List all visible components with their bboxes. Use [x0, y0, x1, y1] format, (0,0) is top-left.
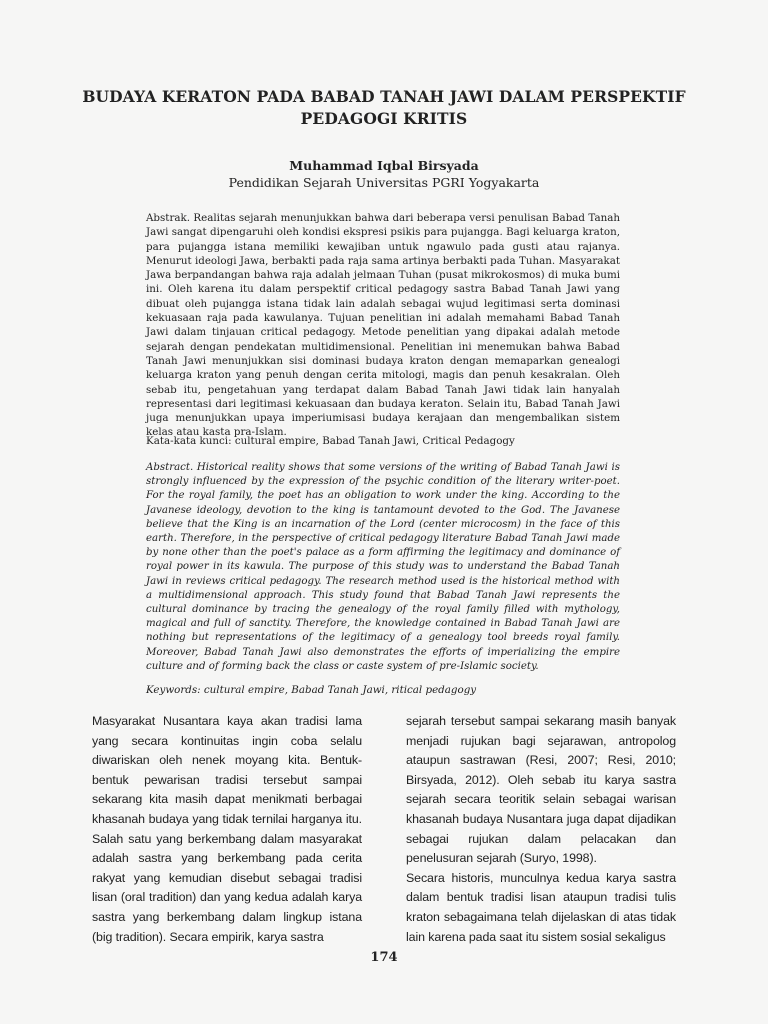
author-affiliation: Pendidikan Sejarah Universitas PGRI Yogyakarta	[228, 175, 540, 190]
body-paragraph: Secara historis, munculnya kedua karya sastra dalam bentuk tradisi lisan ataupun tradisi tulis kraton sebagaimana telah dijelaskan di atas tidak lain karena pada saat itu sistem sosial sekaligus	[406, 870, 676, 944]
abstract-english: Abstract. Historical reality shows that some versions of the writing of Babad Tanah Jawi is strongly influenced by the expression of the psychic condition of the literary writer-poet. For the royal family, the poet has an obligation to work under the king. According to the Javanese ideology, devotion to the king is tantamount devoted to the God. The Javanese believe that the King is an incarnation of the Lord (center microcosm) in the face of this earth. Therefore, in the perspective of critical pedagogy literature Babad Tanah Jawi made by none other than the poet's palace as a form affirming the legitimacy and dominance of royal power in its kawula. The purpose of this study was to understand the Babad Tanah Jawi in reviews critical pedagogy. The research method used is the historical method with a multidimensional approach. This study found that Babad Tanah Jawi represents the cultural dominance by tracing the genealogy of the royal family filled with mythology, magical and full of sanctity. Therefore, the knowledge contained in Babad Tanah Jawi are nothing but representations of the legitimacy of a genealogy tool breeds royal family. Moreover, Babad Tanah Jawi also demonstrates the efforts of imperializing the empire culture and of forming back the class or caste system of pre-Islamic society.	[146, 462, 620, 672]
abstract-indonesian: Abstrak. Realitas sejarah menunjukkan bahwa dari beberapa versi penulisan Babad Tanah Jawi sangat dipengaruhi oleh kondisi ekspresi psikis para pujangga. Bagi keluarga kraton, para pujangga istana memiliki kewajiban untuk ngawulo pada gusti atau rajanya. Menurut ideologi Jawa, berbakti pada raja sama artinya berbakti pada Tuhan. Masyarakat Jawa berpandangan bahwa raja adalah jelmaan Tuhan (pusat mikrokosmos) di muka bumi ini. Oleh karena itu dalam perspektif critical pedagogy sastra Babad Tanah Jawi yang dibuat oleh pujangga istana tidak lain adalah sebagai wujud legitimasi serta dominasi kekuasaan raja pada kawulanya. Tujuan penelitian ini adalah memahami Babad Tanah Jawi dalam tinjauan critical pedagogy. Metode penelitian yang dipakai adalah metode sejarah dengan pendekatan multidimensional. Penelitian ini menemukan bahwa Babad Tanah Jawi menunjukkan sisi dominasi budaya kraton dengan memaparkan genealogi keluarga kraton yang penuh dengan cerita mitologi, magis dan penuh kesakralan. Oleh sebab itu, pengetahuan yang terdapat dalam Babad Tanah Jawi tidak lain hanyalah representasi dari legitimasi kekuasaan dan budaya keraton. Selain itu, Babad Tanah Jawi juga menunjukkan upaya imperiumisasi budaya kerajaan dan mengembalikan sistem kelas atau kasta pra-Islam.	[146, 212, 620, 439]
keywords-indonesian: Kata-kata kunci: cultural empire, Babad Tanah Jawi, Critical Pedagogy	[146, 435, 515, 447]
title-line-2: PEDAGOGI KRITIS	[300, 109, 468, 128]
body-paragraph: Masyarakat Nusantara kaya akan tradisi lama yang secara kontinuitas ingin coba selalu diwariskan oleh nenek moyang kita. Bentuk-bentuk pewarisan tradisi tersebut sampai sekarang kita masih dapat menikmati berbagai khasanah budaya yang tidak ternilai harganya itu. Salah satu yang berkembang dalam masyarakat adalah sastra yang berkembang pada cerita rakyat yang kemudian disebut sebagai tradisi lisan (oral tradition) dan yang kedua adalah karya sastra yang berkembang dalam lingkup istana (big tradition). Secara empirik, karya sastra	[92, 714, 362, 944]
body-paragraph: sejarah tersebut sampai sekarang masih banyak menjadi rujukan bagi sejarawan, antropolog ataupun sastrawan (Resi, 2007; Resi, 2010; Birsyada, 2012). Oleh sebab itu karya sastra sejarah secara teoritik selain sebagai warisan khasanah budaya Nusantara juga dapat dijadikan sebagai rujukan dalam pelacakan dan penelusuran sejarah (Suryo, 1998).	[406, 714, 676, 866]
paper-title	[60, 86, 708, 130]
page-number: 174	[370, 950, 398, 965]
body-column-right	[406, 712, 676, 947]
body-column-left	[92, 712, 362, 947]
author-name: Muhammad Iqbal Birsyada	[289, 158, 479, 173]
title-line-1: BUDAYA KERATON PADA BABAD TANAH JAWI DALAM PERSPEKTIF	[82, 87, 686, 106]
keywords-english: Keywords: cultural empire, Babad Tanah Jawi, ritical pedagogy	[146, 684, 477, 696]
